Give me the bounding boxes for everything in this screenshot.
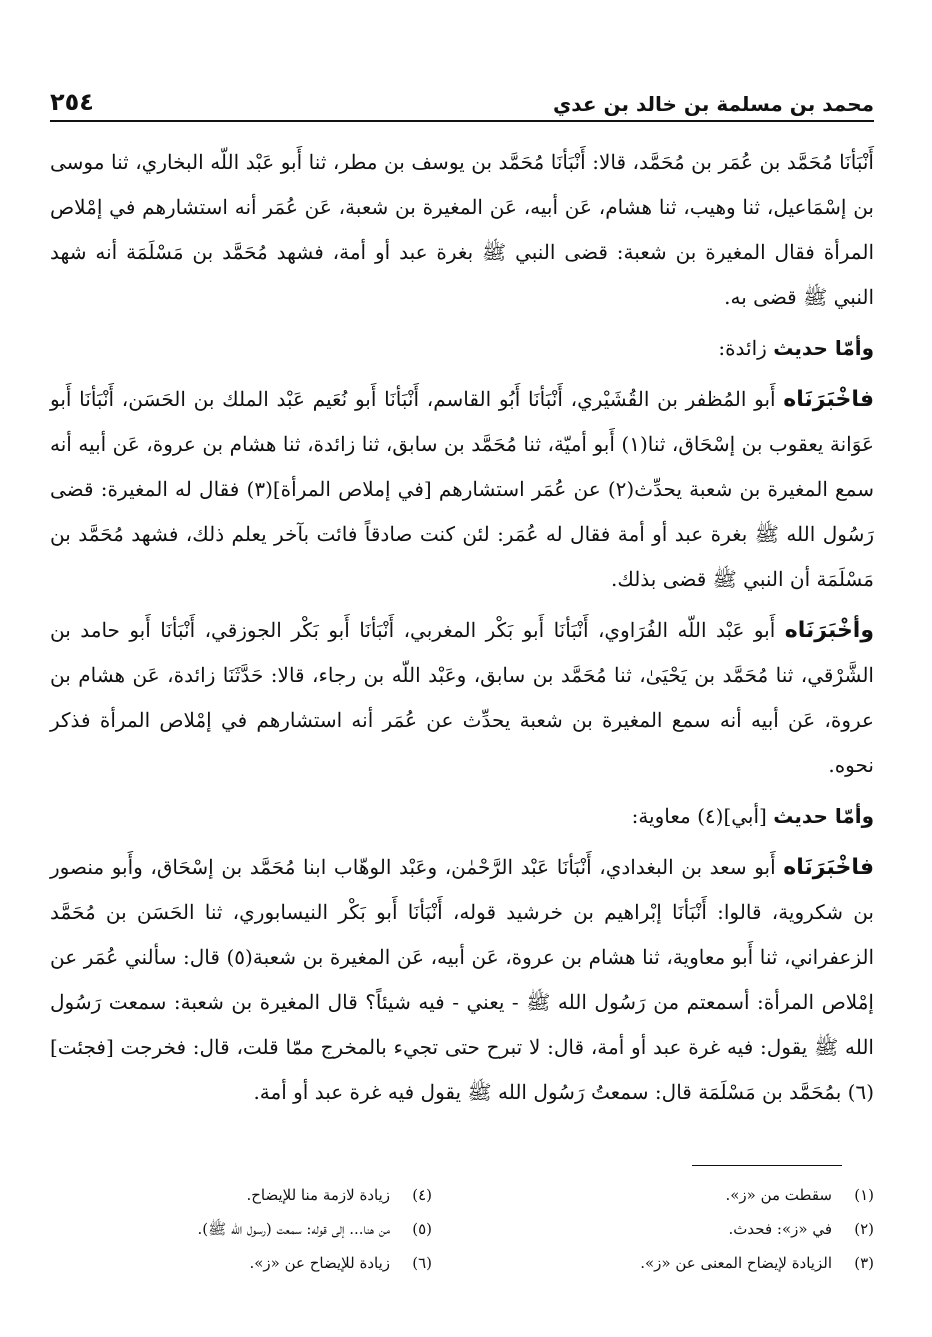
footnotes-left-column [50,1178,432,1280]
running-title: محمد بن مسلمة بن خالد بن عدي [552,92,874,116]
section-heading-muawiya [50,794,874,839]
section-heading-subject: زائدة: [718,336,767,360]
main-text [50,140,874,1115]
footnote-text: زيادة للإيضاح عن «ز». [249,1254,390,1272]
footnote-number: (٦) [412,1254,432,1272]
footnote-text: زيادة لازمة منا للإيضاح. [246,1186,390,1204]
paragraph-3 [50,608,874,788]
paragraph-4-text: أَبو سعد بن البغدادي، أَنْبَأنَا عَبْد الرَّحْمٰن، وعَبْد الوهّاب ابنا مُحَمَّد بن إسْحَاق، وأَبو منصور بن شكروية، قالوا: أَنْبَأنَا إبْراهيم بن خرشيد قوله، أَنْبَأنَا أَبو بَكْر النيسابوري، ثنا الحَسَن بن مُحَمَّد الزعفراني، ثنا أَبو معاوية، ثنا هشام بن عروة، عَن أبيه، عَن المغيرة بن شعبة(٥) قال: سألني عُمَر عن إمْلاص المرأة: أسمعتم من رَسُول الله ﷺ - يعني - فيه شيئاً؟ قال المغيرة بن شعبة: سمعت رَسُول الله ﷺ يقول: فيه غرة عبد أو أمة، قال: لا تبرح حتى تجيء بالمخرج ممّا قلت، قال: فخرجت [فجئت](٦) بمُحَمَّد بن مَسْلَمَة قال: سمعتُ رَسُول الله ﷺ يقول فيه غرة عبد أو أمة. [50,855,875,1104]
footnote-number: (١) [854,1186,874,1204]
paragraph-2-lead: فاخْبَرَنَاه [783,387,874,412]
paragraph-3-lead: وأخْبَرَنَاه [784,618,875,643]
page-number: ٢٥٤ [50,88,94,116]
footnote-number: (٥) [412,1220,432,1238]
paragraph-4 [50,845,874,1115]
footnote-1 [492,1178,874,1212]
footnote-text: من هنا... إلى قوله: سمعت (رسول الله ﷺ). [197,1220,390,1238]
footnote-divider [692,1165,842,1166]
section-heading-label: وأمّا حديث [773,336,874,360]
section-heading-label-2: وأمّا حديث [773,804,874,828]
paragraph-3-text: أَبو عَبْد اللّه الفُرَاوي، أَنْبَأنَا أَبو بَكْر المغربي، أَنْبَأنَا أَبو بَكْر الجوزقي، أَنْبَأنَا أَبو حامد بن الشَّرْقي، ثنا مُحَمَّد بن يَحْيَىٰ، ثنا مُحَمَّد بن سابق، وعَبْد اللّه بن رجاء، قالا: حَدَّثَنَا زائدة، عَن هشام بن عروة، عَن أبيه أنه سمع المغيرة بن شعبة يحدِّث عن عُمَر أنه استشارهم في إمْلاص المرأة فذكر نحوه. [50,618,874,777]
footnote-number: (٤) [412,1186,432,1204]
footnote-text: في «ز»: فحدث. [728,1220,832,1238]
footnote-5 [50,1212,432,1246]
page-header [50,76,874,122]
footnote-number: (٢) [854,1220,874,1238]
paragraph-1: أَنْبَأنَا مُحَمَّد بن عُمَر بن مُحَمَّد، قالا: أَنْبَأنَا مُحَمَّد بن يوسف بن مطر، ثنا أَبو عَبْد اللّه البخاري، ثنا موسى بن إسْمَاعيل، ثنا وهيب، ثنا هشام، عَن أبيه، عَن المغيرة بن شعبة، عَن عُمَر أنه استشارهم في إمْلاص المرأة فقال المغيرة بن شعبة: قضى النبي ﷺ بغرة عبد أو أمة، فشهد مُحَمَّد بن مَسْلَمَة أنه شهد النبي ﷺ قضى به. [50,150,875,309]
footnote-text: الزيادة لإيضاح المعنى عن «ز». [640,1254,832,1272]
footnote-3 [492,1246,874,1280]
paragraph-4-lead: فاخْبَرَنَاه [783,855,874,880]
footnote-text: سقطت من «ز». [725,1186,832,1204]
footnotes-right-column [492,1178,874,1280]
footnote-2 [492,1212,874,1246]
footnote-4 [50,1178,432,1212]
paragraph-2 [50,377,874,602]
footnote-6 [50,1246,432,1280]
section-heading-zaida [50,326,874,371]
footnotes [50,1178,874,1280]
section-heading-subject-2: [أبي](٤) معاوية: [631,804,767,828]
paragraph-2-text: أَبو المُظفر بن القُشَيْري، أَنْبَأنَا أَبُو القاسم، أَنْبَأنَا أَبو نُعَيم عَبْد الملك بن الحَسَن، أَنْبَأنَا أَبو عَوَانة يعقوب بن إسْحَاق، ثنا(١) أَبو أميّة، ثنا مُحَمَّد بن سابق، ثنا زائدة، ثنا هشام بن عروة، عَن أبيه أنه سمع المغيرة بن شعبة يحدِّث(٢) عن عُمَر استشارهم [في إملاص المرأة](٣) فقال له المغيرة: قضى رَسُول الله ﷺ بغرة عبد أو أمة فقال له عُمَر: لئن كنت صادقاً فائت بآخر يعلم ذلك، فشهد مُحَمَّد بن مَسْلَمَة أن النبي ﷺ قضى بذلك. [50,387,874,591]
footnote-number: (٣) [854,1254,874,1272]
